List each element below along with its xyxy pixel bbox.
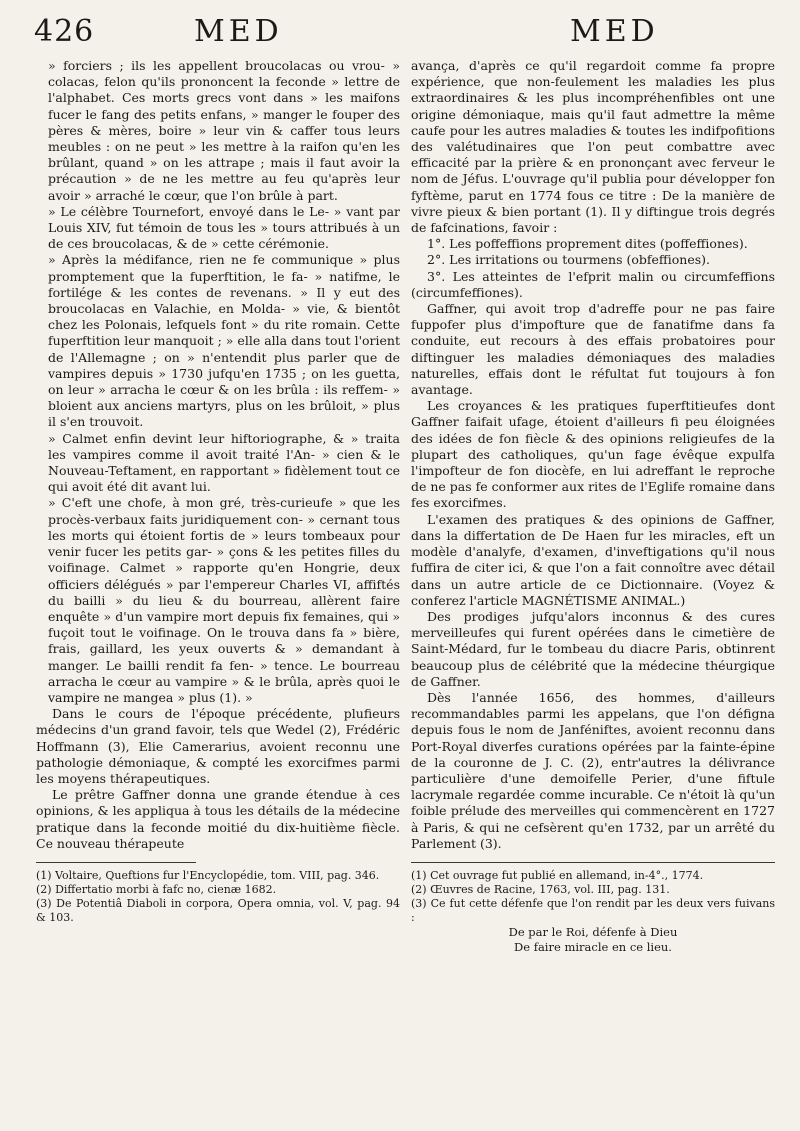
paragraph: Le prêtre Gaffner donna une grande étendue à ces opinions, & les appliqua à tous les détails de la médecine pratique dans la feconde moitié du dix-huitième fiècle. Ce nouveau thérapeute bbox=[36, 787, 400, 851]
paragraph: » Calmet enfin devint leur hiftoriographe, & » traita les vampires comme il avoit traité l'An- » cien & le Nouveau-Teftament, en rapportant » fidèlement tout ce qui avoit été dit avant lui. bbox=[48, 430, 400, 495]
paragraph: » forciers ; ils les appellent broucolacas ou vrou- » colacas, felon qu'ils prononcent la feconde » lettre de l'alphabet. Ces morts grecs vont dans » les maifons fucer le fang des petits enfans, » manger le fouper des pères & mères, boire » leur vin & caffer tous leurs meubles : on ne peut » les mettre à la raifon qu'en les brûlant, quand » on les attrape ; mais il faut avoir la précaution » de ne les mettre au feu qu'après leur avoir » arraché le cœur, que l'on brûle à part. bbox=[48, 58, 400, 203]
paragraph: » C'eft une chofe, à mon gré, très-curieufe » que les procès-verbaux faits juridiquement con- » cernant tous les morts qui étoient fortis de » leurs tombeaux pour venir fucer les petits gar- » çons & les petites filles du voifinage. Calmet » rapporte qu'en Hongrie, deux officiers délégués » par l'empereur Charles VI, affiftés du bailli » du lieu & du bourreau, allèrent faire enquête » d'un vampire mort depuis fix femaines, qui » fuçoit tout le voifinage. On le trouva dans fa » bière, frais, gaillard, les yeux ouverts & » demandant à manger. Le bailli rendit fa fen- » tence. Le bourreau arracha le cœur au vampire » & le brûla, après quoi le vampire ne mangea » plus (1). » bbox=[48, 495, 400, 705]
paragraph: » Le célèbre Tournefort, envoyé dans le Le- » vant par Louis XIV, fut témoin de tous les » tours attribués à un de ces broucolacas, & de » cette cérémonie. bbox=[48, 203, 400, 252]
footnote-rule bbox=[36, 862, 196, 863]
verse-line: De faire miracle en ce lieu. bbox=[514, 939, 672, 954]
paragraph: » Après la médifance, rien ne fe communique » plus promptement que la fuperftition, le fa- » natifme, le fortilége & les contes de revenans. » Il y eut des broucolacas en Valachie, en Molda- » vie, & bientôt chez les Polonais, lefquels font » du rite romain. Cette fuperftition leur manquoit ; » elle alla dans tout l'orient de l'Allemagne ; on » n'entendit plus parler que de vampires depuis » 1730 jufqu'en 1735 ; on les guetta, on leur » arracha le cœur & on les brûla : ils reffem- » bloient aux anciens martyrs, plus on les brûloit, » plus il s'en trouvoit. bbox=[48, 252, 400, 430]
footnote: (1) Cet ouvrage fut publié en allemand, in-4°., 1774. bbox=[411, 868, 704, 882]
footnote: (2) Œuvres de Racine, 1763, vol. III, pag. 131. bbox=[411, 882, 670, 896]
left-running-title: MED bbox=[194, 14, 283, 49]
verse-line: De par le Roi, défenfe à Dieu bbox=[508, 924, 678, 939]
right-column bbox=[411, 58, 775, 955]
paragraph: Les croyances & les pratiques fuperftitieufes dont Gaffner faifait ufage, étoient d'ailleurs fi peu éloignées des idées de fon fiècle & des opinions religieufes de la plupart des catholiques, qu'un fage évêque expulfa l'impofteur de fon diocèfe, en lui adreffant le reproche de ne pas fe conformer aux rites de l'Eglife romaine dans fes exorcifmes. bbox=[411, 398, 775, 511]
footnote: (3) De Potentiâ Diaboli in corpora, Opera omnia, vol. V, pag. 94 & 103. bbox=[36, 896, 400, 924]
footnote-rule bbox=[411, 862, 775, 863]
paragraph: 1°. Les poffeffions proprement dites (poffeffiones). bbox=[427, 236, 748, 252]
running-head bbox=[34, 14, 778, 52]
paragraph: Gaffner, qui avoit trop d'adreffe pour ne pas faire fuppofer plus d'impofture que de fanatifme dans fa conduite, eut recours à des effais probatoires pour diftinguer les maladies démoniaques des maladies naturelles, effais dont le réfultat fut toujours à fon avantage. bbox=[411, 301, 775, 398]
footnote: (1) Voltaire, Queftions fur l'Encyclopédie, tom. VIII, pag. 346. bbox=[36, 868, 380, 882]
right-running-title: MED bbox=[570, 14, 659, 49]
paragraph: Dans le cours de l'époque précédente, plufieurs médecins d'un grand favoir, tels que Wedel (2), Frédéric Hoffmann (3), Elie Camerarius, avoient reconnu une pathologie démoniaque, & compté les exorcifmes parmi les moyens thérapeutiques. bbox=[36, 706, 400, 786]
left-column bbox=[36, 58, 400, 925]
paragraph: 2°. Les irritations ou tourmens (obfeffiones). bbox=[427, 252, 711, 268]
page-number: 426 bbox=[34, 14, 95, 49]
paragraph: 3°. Les atteintes de l'efprit malin ou circumfeffions (circumfeffiones). bbox=[411, 268, 775, 300]
footnote: (3) Ce fut cette défenfe que l'on rendit par les deux vers fuivans : bbox=[411, 896, 775, 924]
paragraph: Des prodiges jufqu'alors inconnus & des cures merveilleufes qui furent opérées dans le cimetière de Saint-Médard, fur le tombeau du diacre Paris, obtinrent beaucoup plus de célébrité que la médecine théurgique de Gaffner. bbox=[411, 608, 775, 689]
paragraph: Dès l'année 1656, des hommes, d'ailleurs recommandables parmi les appelans, que l'on défigna depuis fous le nom de Janféniftes, avoient reconnu dans Port-Royal diverfes curations opérées par la fainte-épine de la couronne de J. C. (2), entr'autres la délivrance particulière d'une demoifelle Perier, d'une fiftule lacrymale regardée comme incurable. Ce n'étoit là qu'un foible prélude des merveilles qui commencèrent en 1727 à Paris, & qui ne cefsèrent qu'en 1732, par un arrêté du Parlement (3). bbox=[411, 689, 775, 851]
footnote: (2) Differtatio morbi à fafc no, cienæ 1682. bbox=[36, 882, 277, 896]
paragraph: L'examen des pratiques & des opinions de Gaffner, dans la differtation de De Haen fur les miracles, eft un modèle d'analyfe, d'examen, d'inveftigations qu'il nous fuffira de citer ici, & que l'on a fait connoître avec détail dans un autre article de ce Dictionnaire. (Voyez & conferez l'article MAGNÉTISME ANIMAL.) bbox=[411, 511, 775, 608]
paragraph: avança, d'après ce qu'il regardoit comme fa propre expérience, que non-feulement les maladies les plus extraordinaires & les plus incompréhenfibles ont une origine démoniaque, mais qu'il faut admettre la même caufe pour les autres maladies & toutes les indifpofitions des valétudinaires que l'on peut combattre avec efficacité par la prière & en prononçant avec ferveur le nom de Jéfus. L'ouvrage qu'il publia pour développer fon fyftème, parut en 1774 fous ce titre : De la manière de vivre pieux & bien portant (1). Il y diftingue trois degrés de fafcinations, favoir : bbox=[411, 58, 775, 236]
